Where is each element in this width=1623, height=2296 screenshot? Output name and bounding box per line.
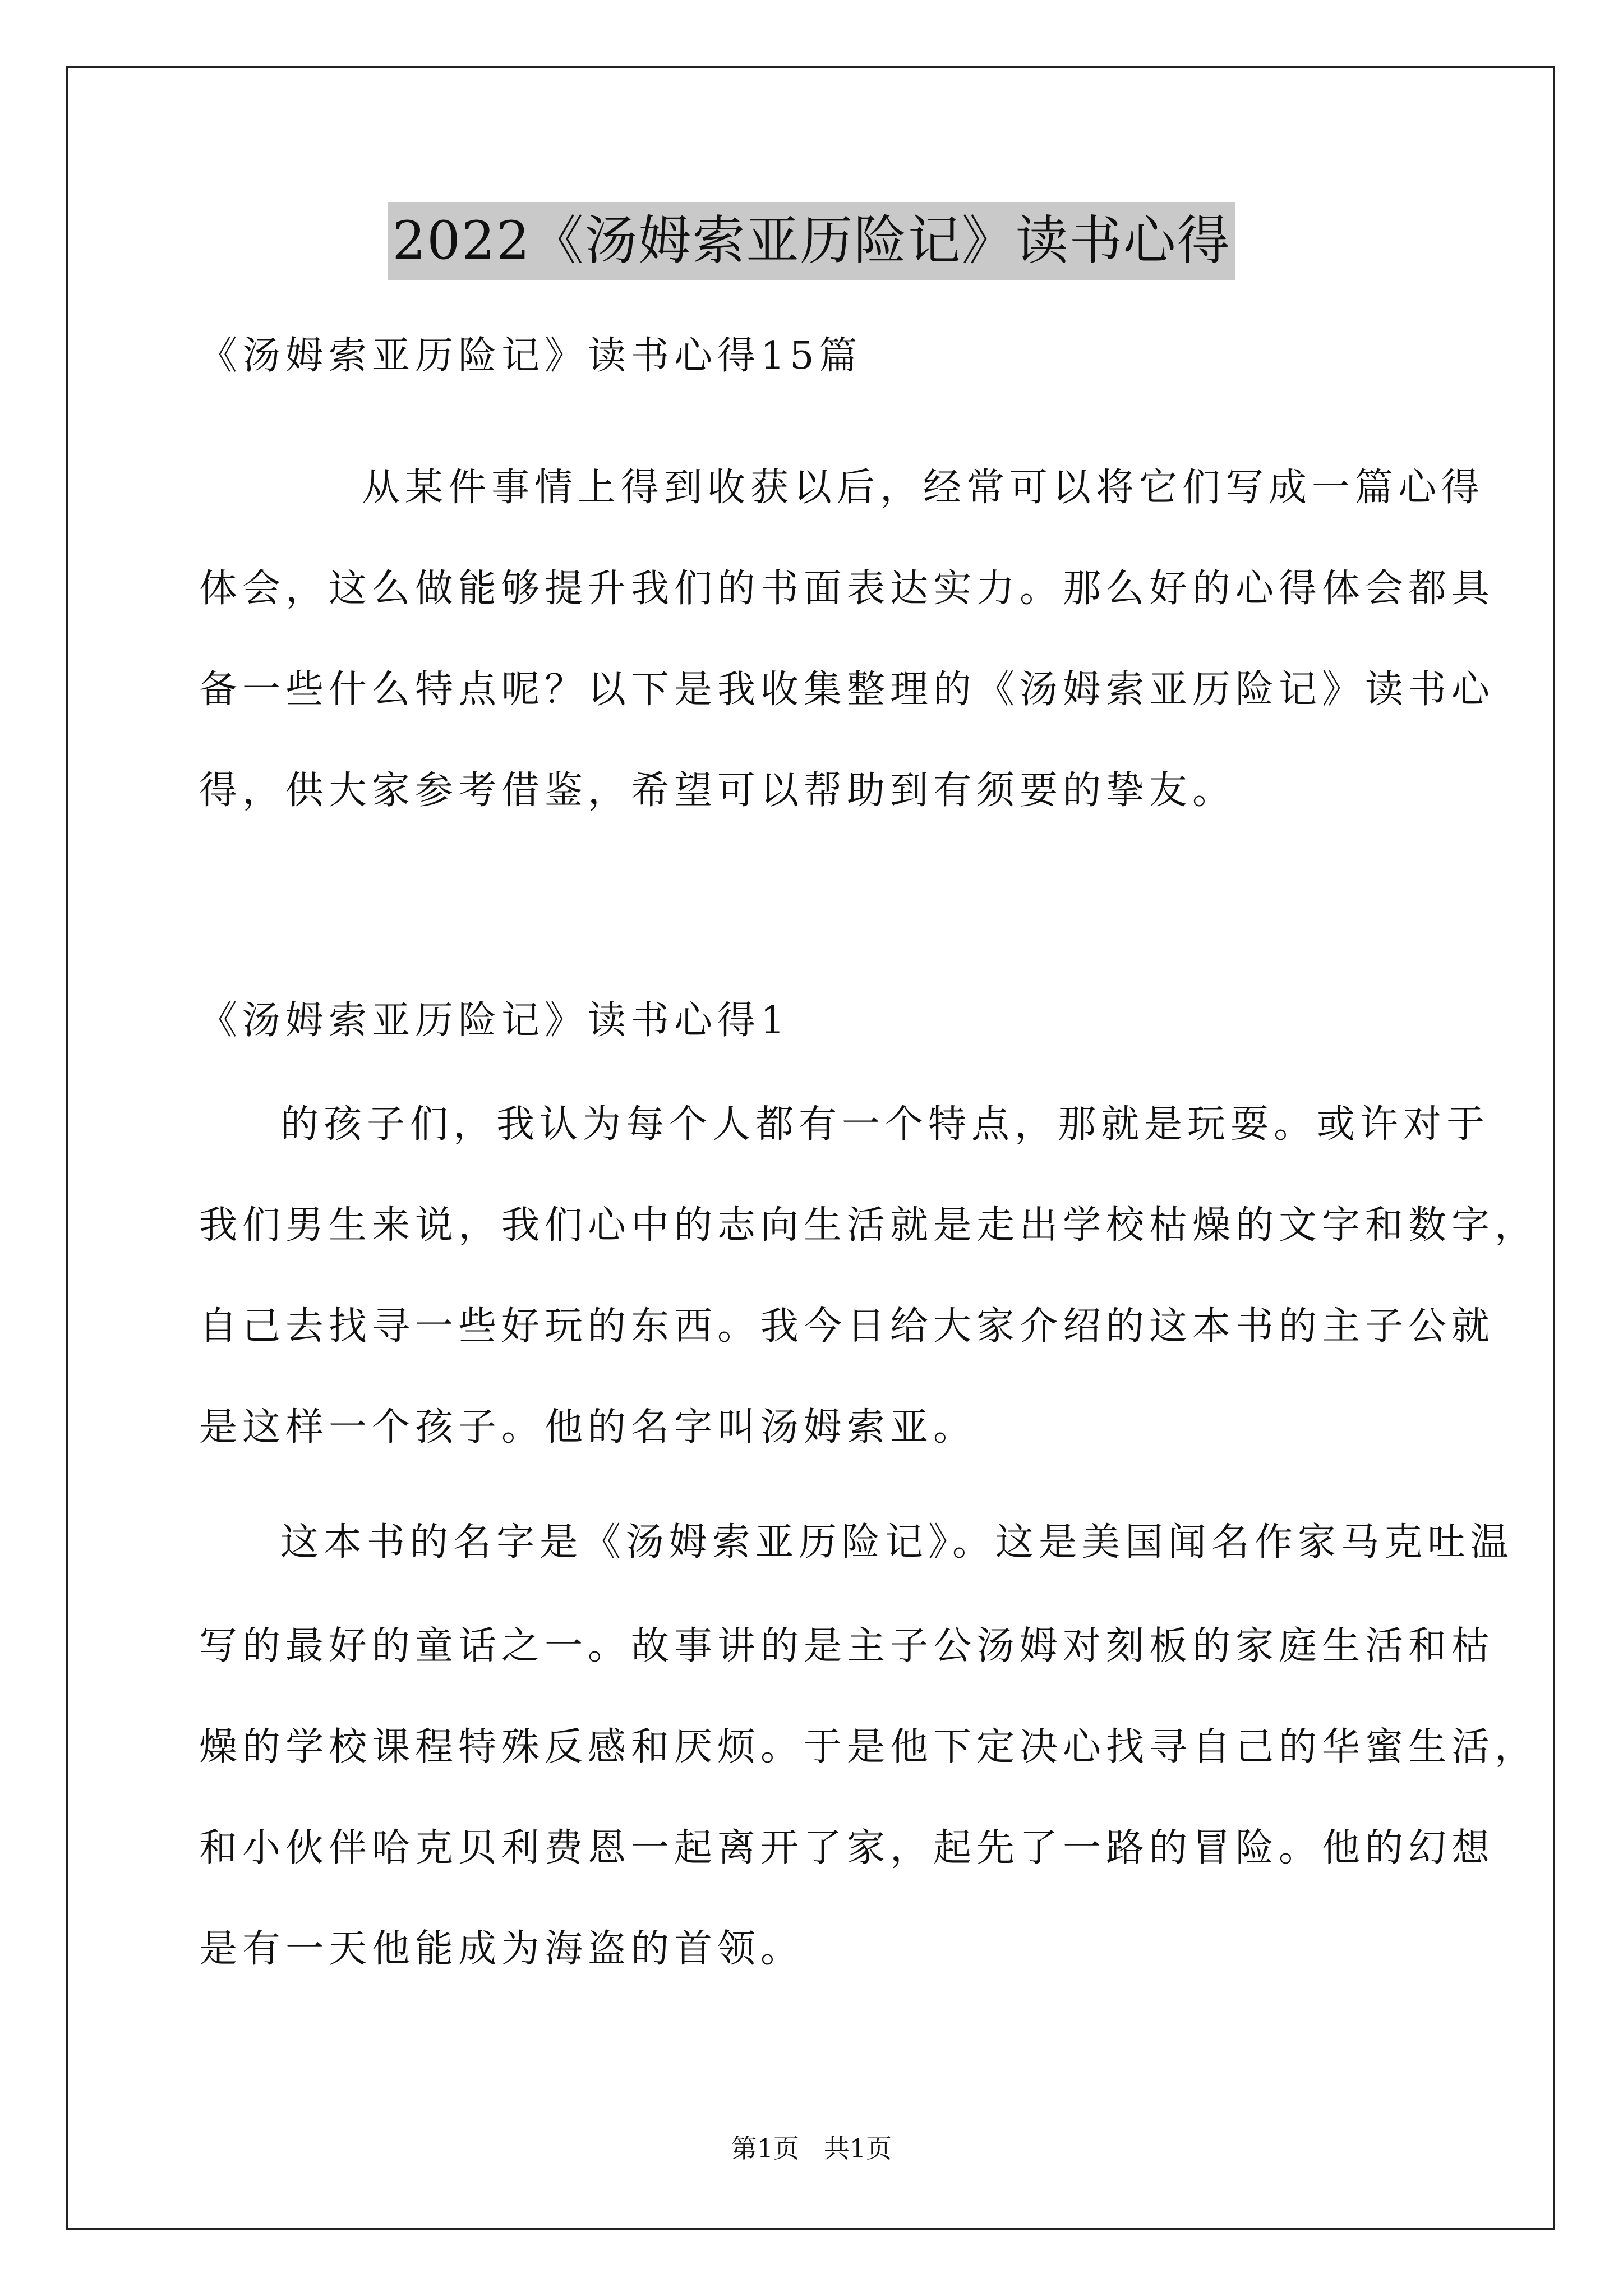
paragraph2-line-3: 燥的学校课程特殊反感和厌烦。于是他下定决心找寻自己的华蜜生活，	[199, 1725, 1538, 1769]
paragraph2-line-2: 写的最好的童话之一。故事讲的是主子公汤姆对刻板的家庭生活和枯	[199, 1624, 1495, 1668]
paragraph2-line-1: 这本书的名字是《汤姆索亚历险记》。这是美国闻名作家马克吐温	[280, 1520, 1514, 1565]
intro-line-2: 体会，这么做能够提升我们的书面表达实力。那么好的心得体会都具	[199, 567, 1495, 611]
paragraph1-line-3: 自己去找寻一些好玩的东西。我今日给大家介绍的这本书的主子公就	[199, 1304, 1495, 1349]
intro-line-1: 从某件事情上得到收获以后，经常可以将它们写成一篇心得	[362, 466, 1485, 510]
paragraph2-line-5: 是有一天他能成为海盗的首领。	[199, 1927, 804, 1971]
paragraph1-line-2: 我们男生来说，我们心中的志向生活就是走出学校枯燥的文字和数字，	[199, 1203, 1538, 1248]
intro-line-3: 备一些什么特点呢？以下是我收集整理的《汤姆索亚历险记》读书心	[199, 668, 1495, 712]
paragraph1-line-1: 的孩子们，我认为每个人都有一个特点，那就是玩耍。或许对于	[280, 1102, 1490, 1147]
document-subtitle: 《汤姆索亚历险记》读书心得15篇	[199, 334, 863, 378]
title-container	[0, 202, 1623, 280]
document-title: 2022《汤姆索亚历险记》读书心得	[388, 202, 1235, 280]
paragraph1-line-4: 是这样一个孩子。他的名字叫汤姆索亚。	[199, 1405, 977, 1450]
page-number-footer: 第1页 共1页	[731, 2133, 892, 2164]
paragraph2-line-4: 和小伙伴哈克贝利费恩一起离开了家，起先了一路的冒险。他的幻想	[199, 1826, 1495, 1870]
section-heading: 《汤姆索亚历险记》读书心得1	[199, 999, 790, 1043]
intro-line-4: 得，供大家参考借鉴，希望可以帮助到有须要的挚友。	[199, 769, 1236, 813]
